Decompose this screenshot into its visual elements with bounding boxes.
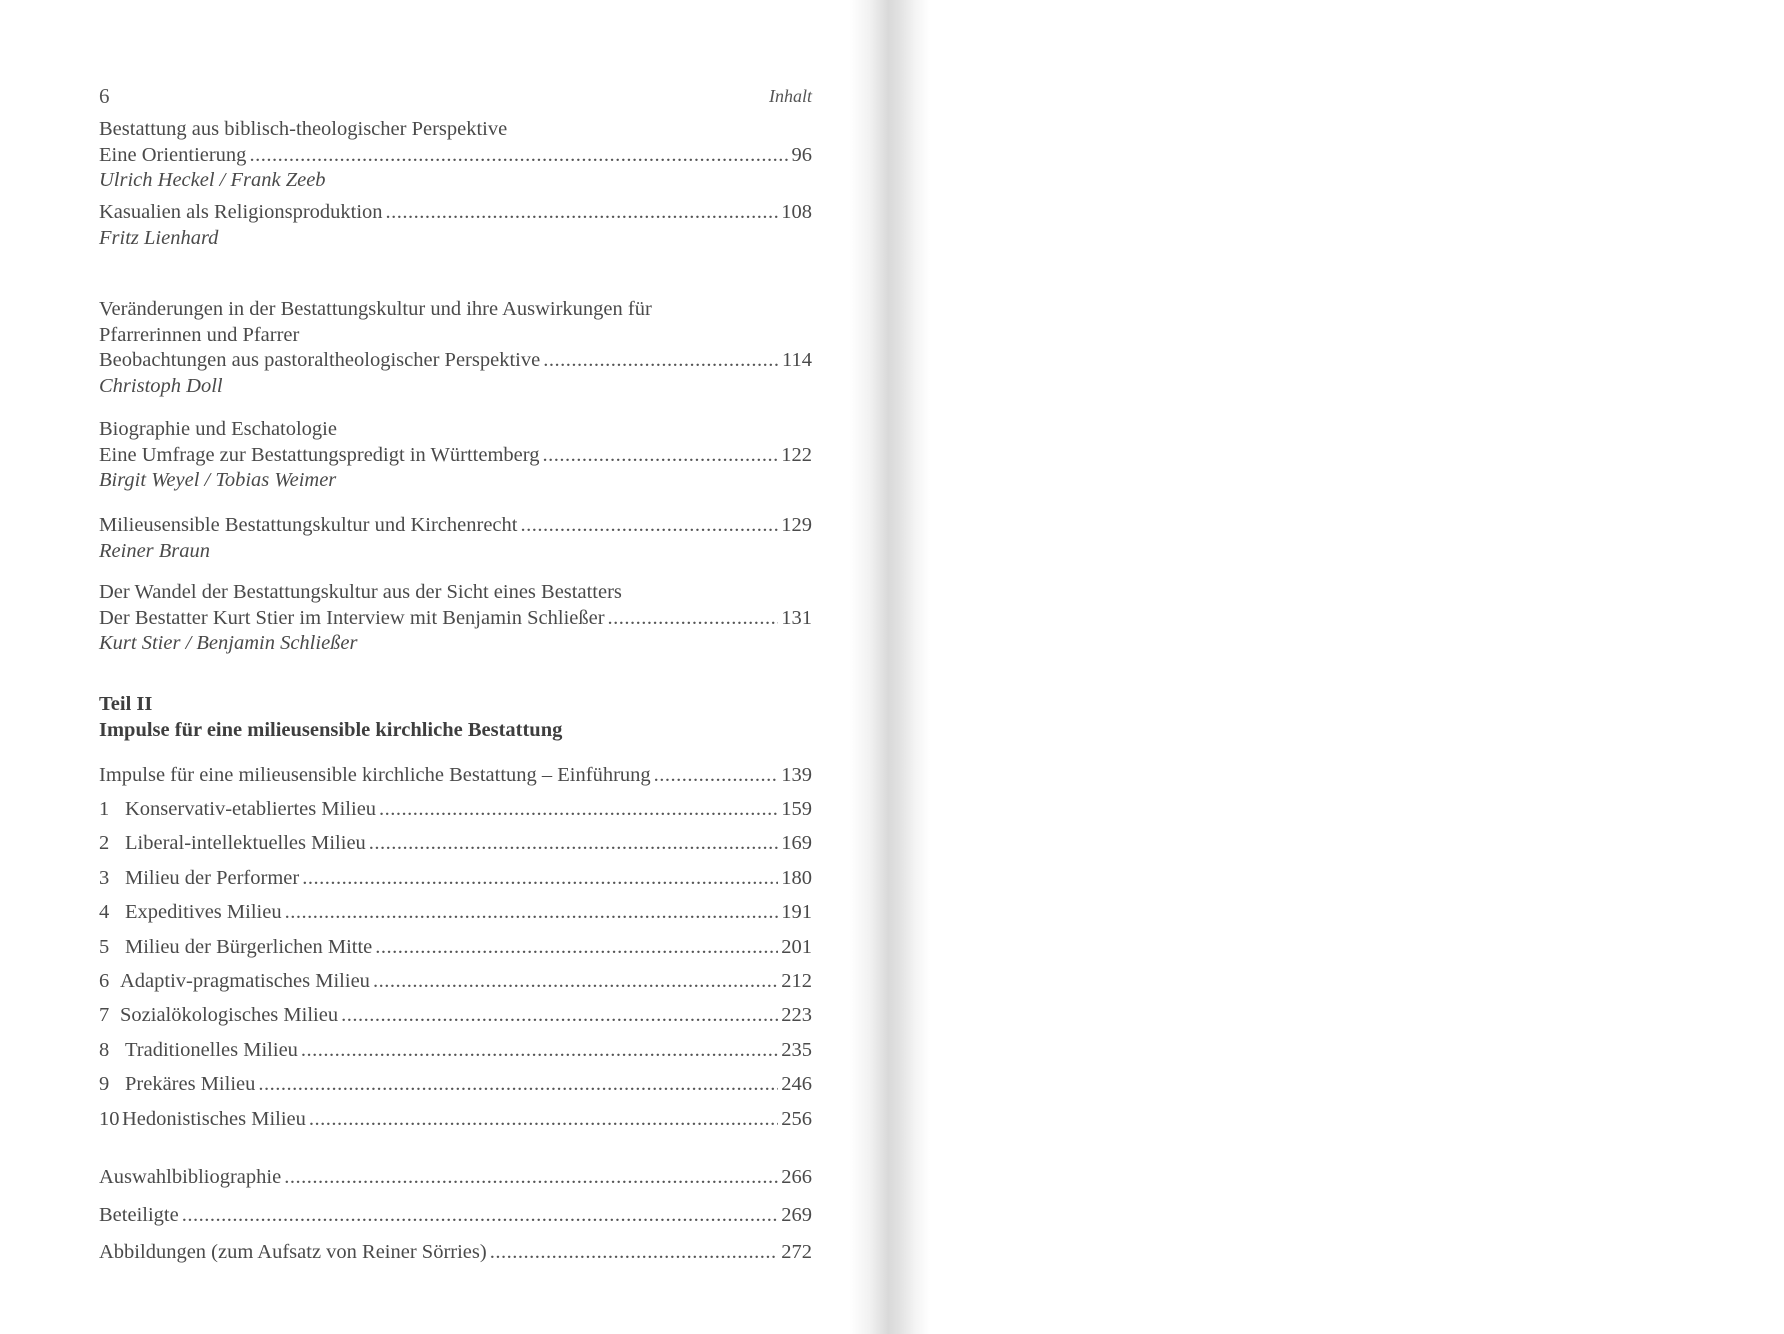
- dot-leader: [654, 763, 779, 789]
- dot-leader: [284, 1165, 778, 1191]
- entry-title-line-with-page: [99, 348, 812, 374]
- entry-title-line-with-page: [99, 606, 812, 632]
- appendix-page-number: 272: [781, 1241, 812, 1263]
- entry-title: Milieusensible Bestattungskultur und Kirchenrecht: [99, 514, 518, 536]
- dot-leader: [542, 443, 778, 469]
- entry-title-line: Veränderungen in der Bestattungskultur und ihre Auswirkungen für: [99, 298, 652, 320]
- appendix-title: Abbildungen (zum Aufsatz von Reiner Sörries): [99, 1241, 487, 1263]
- dot-leader: [249, 143, 788, 169]
- chapter-line: [99, 1038, 812, 1064]
- chapter-page-number: 180: [781, 867, 812, 889]
- chapter-line: [99, 1072, 812, 1098]
- dot-leader: [386, 200, 779, 226]
- chapter-title: Adaptiv-pragmatisches Milieu: [120, 970, 370, 992]
- chapter-page-number: 201: [781, 936, 812, 958]
- chapter-line: [99, 969, 812, 995]
- dot-leader: [182, 1203, 779, 1229]
- appendix-page-number: 266: [781, 1166, 812, 1188]
- chapter-title: Liberal-intellektuelles Milieu: [125, 832, 366, 854]
- entry-title-line-with-page: [99, 443, 812, 469]
- appendix-entry: [99, 1165, 812, 1191]
- entry-page-number: 131: [781, 606, 812, 629]
- part-title: Impulse für eine milieusensible kirchliche Bestattung: [99, 718, 563, 741]
- dot-leader: [285, 900, 779, 926]
- toc-entry: [99, 763, 812, 789]
- chapter-title-wrap: [99, 797, 376, 823]
- chapter-number: 6: [99, 970, 110, 992]
- entry-subtitle: Der Bestatter Kurt Stier im Interview mit Benjamin Schließer: [99, 606, 605, 629]
- chapter-title: Milieu der Performer: [125, 867, 300, 889]
- chapter-page-number: 159: [781, 798, 812, 820]
- entry-author: Fritz Lienhard: [99, 226, 219, 249]
- chapter-title-wrap: [99, 1107, 306, 1133]
- chapter-line: [99, 831, 812, 857]
- dot-leader: [608, 606, 779, 632]
- entry-title-line: Biographie und Eschatologie: [99, 418, 337, 440]
- chapter-title: Sozialökologisches Milieu: [120, 1004, 339, 1026]
- toc-entry: [99, 200, 812, 251]
- chapter-title-wrap: [99, 1072, 255, 1098]
- book-gutter-shadow: [850, 0, 930, 1334]
- chapter-page-number: 256: [781, 1108, 812, 1130]
- entry-title-line-with-page: [99, 763, 812, 789]
- appendix-title: Auswahlbibliographie: [99, 1166, 282, 1188]
- entry-author: Christoph Doll: [99, 374, 223, 397]
- chapter-title-wrap: [99, 1003, 338, 1029]
- dot-leader: [373, 969, 778, 995]
- entry-title: Impulse für eine milieusensible kirchliche Bestattung – Einführung: [99, 764, 651, 786]
- chapter-title: Konservativ-etabliertes Milieu: [125, 798, 377, 820]
- dot-leader: [520, 513, 778, 539]
- chapter-title: Traditionelles Milieu: [125, 1039, 298, 1061]
- entry-title-line: Der Wandel der Bestattungskultur aus der Sicht eines Bestatters: [99, 581, 622, 603]
- chapter-title-wrap: [99, 866, 299, 892]
- entry-page-number: 129: [781, 514, 812, 536]
- appendix-title: Beteiligte: [99, 1204, 179, 1226]
- entry-page-number: 122: [781, 443, 812, 466]
- part-heading: [99, 692, 812, 743]
- dot-leader: [490, 1240, 779, 1266]
- entry-page-number: 114: [782, 349, 812, 371]
- chapter-line: [99, 866, 812, 892]
- chapter-number: 5: [99, 936, 110, 958]
- dot-leader: [301, 1038, 778, 1064]
- appendix-entry: [99, 1203, 812, 1229]
- toc-entry: [99, 513, 812, 564]
- toc-entry: [99, 580, 812, 657]
- right-page-blank: [930, 0, 1784, 1334]
- dot-leader: [258, 1072, 778, 1098]
- chapter-number: 9: [99, 1073, 110, 1095]
- appendix-line: [99, 1203, 812, 1229]
- chapter-title: Expeditives Milieu: [125, 901, 282, 923]
- chapter-entry: [99, 935, 812, 961]
- chapter-number: 2: [99, 832, 110, 854]
- chapter-page-number: 169: [781, 832, 812, 854]
- entry-author: Birgit Weyel / Tobias Weimer: [99, 469, 337, 491]
- chapter-entry: [99, 797, 812, 823]
- chapter-title: Hedonistisches Milieu: [122, 1108, 306, 1130]
- entry-title-line-with-page: [99, 513, 812, 539]
- dot-leader: [302, 866, 778, 892]
- chapter-entry: [99, 1003, 812, 1029]
- chapter-line: [99, 797, 812, 823]
- chapter-title-wrap: [99, 900, 282, 926]
- chapter-page-number: 246: [781, 1073, 812, 1095]
- chapter-number: 8: [99, 1039, 110, 1061]
- entry-title-line-with-page: [99, 143, 812, 169]
- chapter-entry: [99, 1072, 812, 1098]
- entry-author: Reiner Braun: [99, 539, 211, 562]
- chapter-entry: [99, 866, 812, 892]
- chapter-title: Prekäres Milieu: [125, 1073, 256, 1095]
- chapter-entry: [99, 831, 812, 857]
- page-number: 6: [99, 84, 110, 108]
- entry-page-number: 139: [781, 764, 812, 786]
- entry-title-line: Pfarrerinnen und Pfarrer: [99, 323, 300, 346]
- entry-title-line-with-page: [99, 200, 812, 226]
- entry-subtitle: Eine Umfrage zur Bestattungspredigt in Württemberg: [99, 443, 540, 466]
- chapter-page-number: 223: [781, 1004, 812, 1026]
- appendix-entry: [99, 1240, 812, 1266]
- chapter-title-wrap: [99, 1038, 298, 1064]
- chapter-number: 10: [99, 1108, 120, 1130]
- chapter-page-number: 191: [781, 901, 812, 923]
- entry-title-line: Bestattung aus biblisch-theologischer Perspektive: [99, 118, 508, 140]
- chapter-title-wrap: [99, 969, 370, 995]
- chapter-number: 4: [99, 901, 110, 923]
- chapter-number: 1: [99, 798, 110, 820]
- chapter-page-number: 212: [781, 970, 812, 992]
- entry-author: Ulrich Heckel / Frank Zeeb: [99, 169, 326, 191]
- chapter-entry: [99, 1107, 812, 1133]
- chapter-number: 3: [99, 867, 110, 889]
- chapter-line: [99, 1003, 812, 1029]
- entry-page-number: 96: [791, 143, 812, 166]
- dot-leader: [341, 1003, 778, 1029]
- entry-subtitle: Beobachtungen aus pastoraltheologischer Perspektive: [99, 349, 541, 371]
- appendix-page-number: 269: [781, 1204, 812, 1226]
- chapter-entry: [99, 969, 812, 995]
- chapter-title-wrap: [99, 831, 366, 857]
- dot-leader: [543, 348, 779, 374]
- appendix-line: [99, 1240, 812, 1266]
- entry-subtitle: Eine Orientierung: [99, 143, 247, 166]
- entry-page-number: 108: [781, 201, 812, 223]
- entry-author: Kurt Stier / Benjamin Schließer: [99, 632, 358, 654]
- dot-leader: [379, 797, 778, 823]
- dot-leader: [375, 935, 778, 961]
- appendix-line: [99, 1165, 812, 1191]
- chapter-entry: [99, 1038, 812, 1064]
- toc-entry: [99, 117, 812, 194]
- left-page: [0, 0, 868, 1334]
- chapter-line: [99, 1107, 812, 1133]
- dot-leader: [369, 831, 778, 857]
- chapter-entry: [99, 900, 812, 926]
- entry-title: Kasualien als Religionsproduktion: [99, 201, 383, 223]
- toc-entry: [99, 417, 812, 494]
- toc-entry: [99, 297, 812, 399]
- running-head: Inhalt: [769, 86, 812, 106]
- dot-leader: [309, 1107, 778, 1133]
- chapter-number: 7: [99, 1004, 110, 1026]
- chapter-line: [99, 935, 812, 961]
- chapter-title-wrap: [99, 935, 372, 961]
- part-label: Teil II: [99, 693, 153, 715]
- chapter-title: Milieu der Bürgerlichen Mitte: [125, 936, 373, 958]
- chapter-line: [99, 900, 812, 926]
- chapter-page-number: 235: [781, 1039, 812, 1061]
